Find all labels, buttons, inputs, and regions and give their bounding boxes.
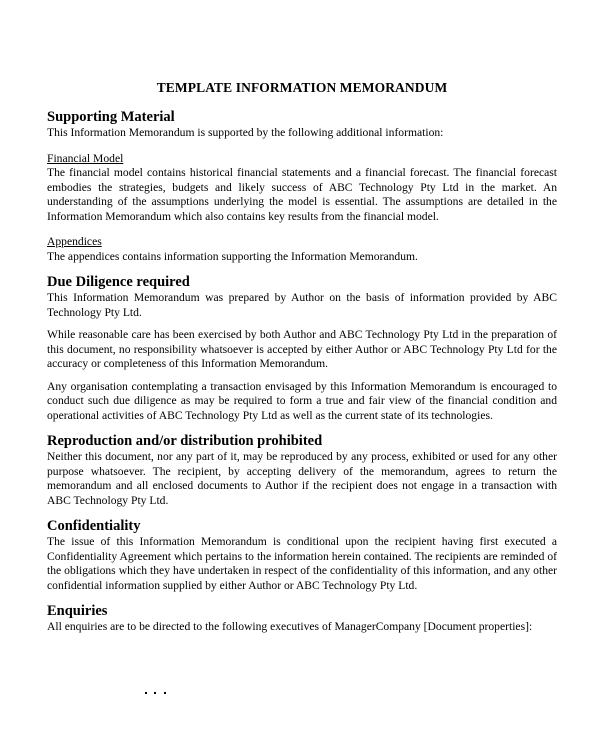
section-enquiries [47, 603, 557, 635]
subsection-text: The appendices contains information supporting the Information Memorandum. [47, 249, 418, 263]
section-supporting-material [47, 109, 557, 264]
section-heading: Confidentiality [47, 518, 141, 534]
subsection-text: The financial model contains historical financial statements and a financial forecast. The financial forecast embodies the strategies, budgets and likely success of ABC Technology Pty Ltd in the market. An understanding of the assumptions underlying the model is essential. The assumptions are detailed in the Information Memorandum which also contains key results from the financial model. [47, 166, 557, 223]
section-heading: Supporting Material [47, 109, 175, 125]
paragraph: While reasonable care has been exercised by both Author and ABC Technology Pty Ltd in the preparation of this document, no responsibility whatsoever is accepted by either Author or ABC Technology Pty Ltd for the accuracy or completeness of this Information Memorandum. [47, 328, 557, 370]
document-title: TEMPLATE INFORMATION MEMORANDUM [156, 80, 448, 95]
section-intro: This Information Memorandum is supported by the following additional information: [47, 126, 444, 139]
paragraph: This Information Memorandum was prepared by Author on the basis of information provided by ABC Technology Pty Ltd. [47, 291, 557, 319]
subsection-financial-model [47, 152, 557, 225]
section-heading: Enquiries [47, 603, 108, 619]
paragraph: Any organisation contemplating a transaction envisaged by this Information Memorandum is encouraged to conduct such due diligence as may be required to form a true and fair view of the financial condition and operational activities of ABC Technology Pty Ltd as well as the current state of its technologies. [47, 379, 557, 422]
paragraph: Neither this document, nor any part of it, may be reproduced by any process, exhibited or used for any other purpose whatsoever. The recipient, by accepting delivery of the memorandum, agrees to return the memorandum and all enclosed documents to Author if the recipient does not engage in a transaction with ABC Technology Pty Ltd. [47, 450, 557, 507]
subsection-heading: Financial Model [47, 151, 124, 165]
section-heading: Due Diligence required [47, 274, 190, 290]
subsection-heading: Appendices [47, 235, 102, 248]
paragraph: The issue of this Information Memorandum is conditional upon the recipient having first executed a Confidentiality Agreement which pertains to the information herein contained. The recipients are reminded of the obligations which they have undertaken in respect of the confidentiality of this information, and any other confidential information supplied by either Author or ABC Technology Pty Ltd. [47, 535, 557, 592]
section-reproduction [47, 433, 557, 508]
subsection-appendices [47, 235, 557, 264]
section-heading: Reproduction and/or distribution prohibited [47, 433, 323, 449]
paragraph: All enquiries are to be directed to the following executives of ManagerCompany [Document properties]: [47, 620, 533, 633]
section-due-diligence [47, 274, 557, 423]
section-confidentiality [47, 518, 557, 593]
memorandum-page [47, 80, 557, 635]
cropped-text-fragment [145, 692, 167, 693]
